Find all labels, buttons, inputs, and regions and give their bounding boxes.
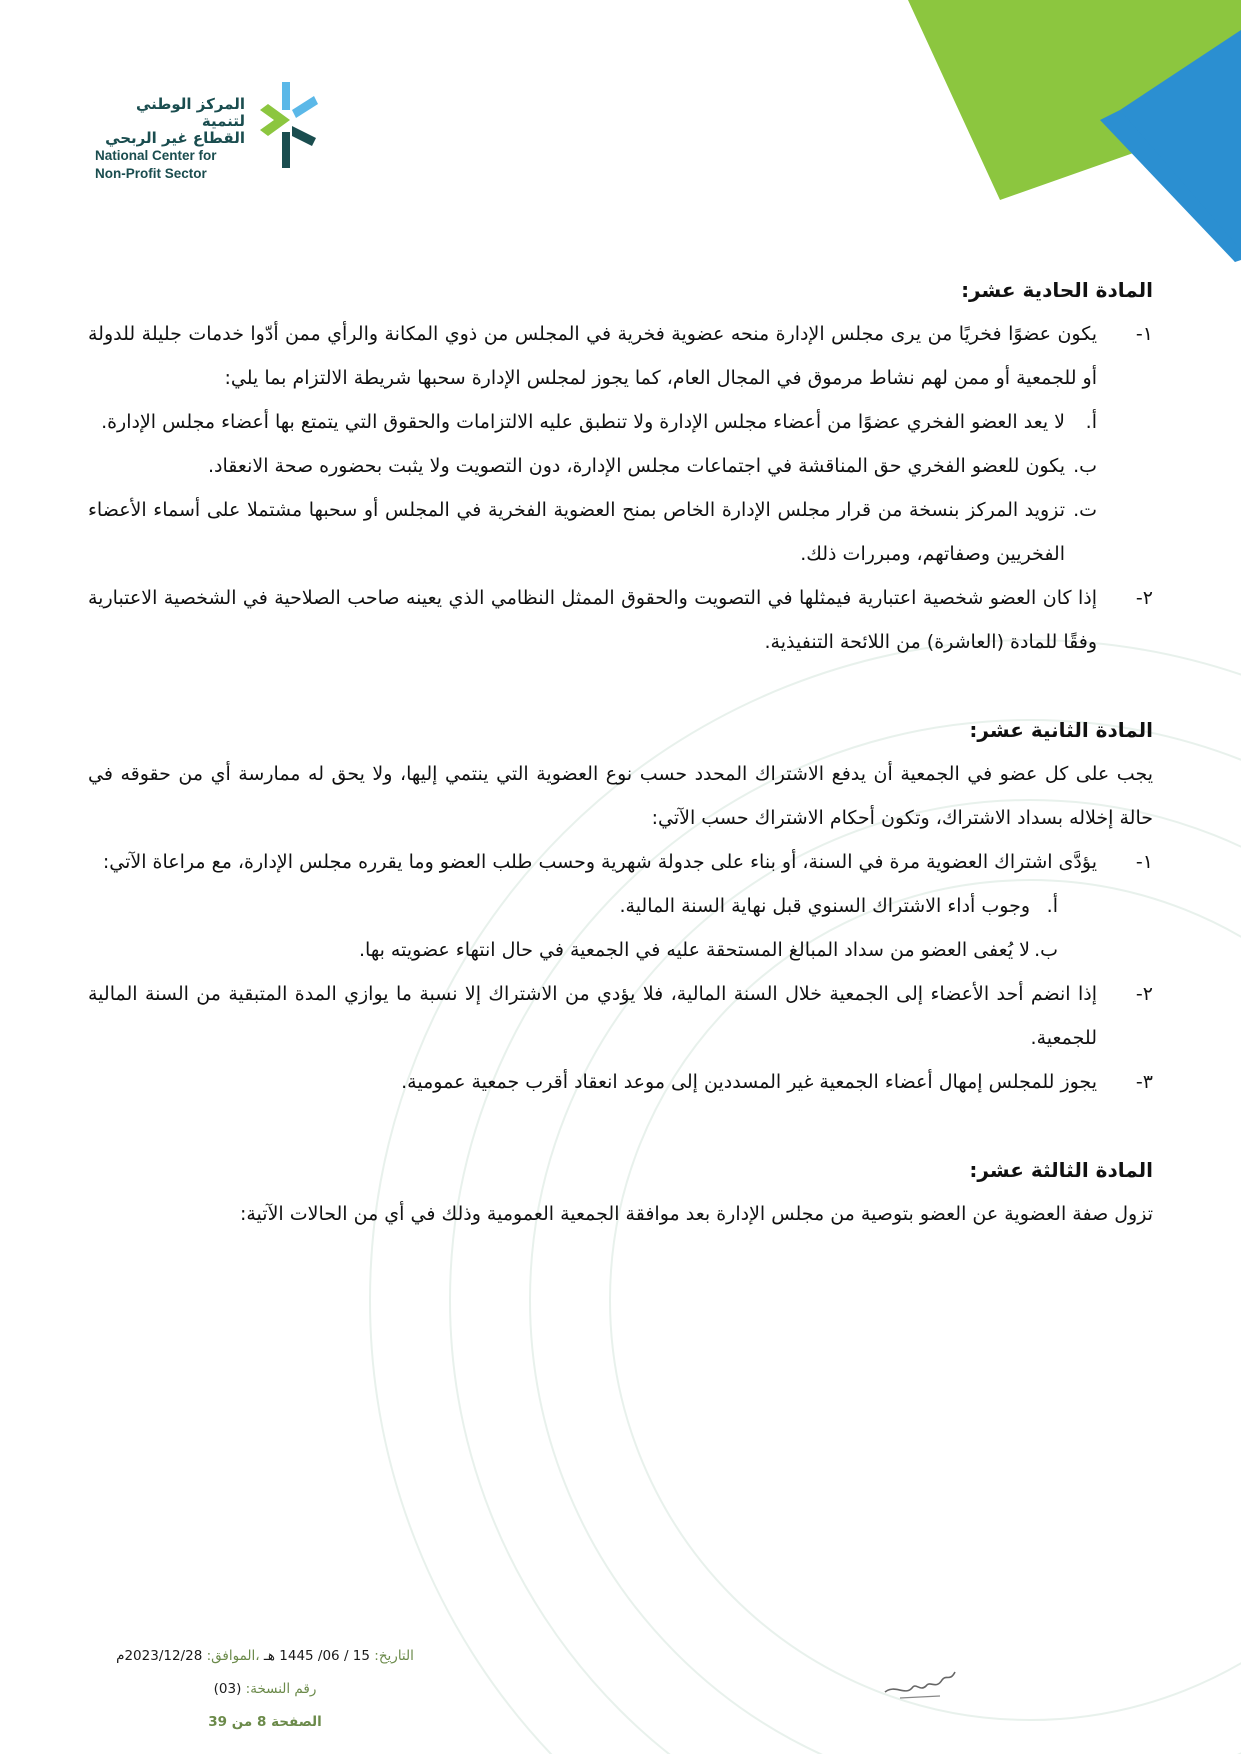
footer-version-line: [95, 1673, 435, 1706]
item-number: ت.: [1073, 499, 1097, 521]
blue-corner-shape-2: [1100, 110, 1241, 262]
item-number: أ.: [1085, 411, 1097, 433]
organization-logo: [95, 80, 335, 180]
list-item: [88, 840, 1153, 884]
logo-english-line1: National Center for: [95, 148, 217, 163]
version-label: رقم النسخة:: [245, 1681, 317, 1697]
footer-date-line: [95, 1640, 435, 1673]
item-text: إذا انضم أحد الأعضاء إلى الجمعية خلال السنة المالية، فلا يؤدي من الاشتراك إلا نسبة ما يوازي المدة المتبقية من السنة المالية للجمعية.: [88, 983, 1097, 1049]
item-number: ٢-: [1135, 587, 1153, 609]
item-number: أ.: [1046, 895, 1058, 917]
document-body: [88, 268, 1153, 1236]
page-footer: [95, 1640, 435, 1739]
item-text: يجوز للمجلس إمهال أعضاء الجمعية غير المسددين إلى موعد انعقاد أقرب جمعية عمومية.: [401, 1071, 1097, 1093]
article-11-heading: المادة الحادية عشر:: [961, 278, 1153, 302]
agreement-label: ،الموافق:: [206, 1648, 260, 1664]
item-text: وجوب أداء الاشتراك السنوي قبل نهاية السنة المالية.: [619, 895, 1030, 917]
list-item: [88, 488, 1153, 576]
date-label: التاريخ:: [374, 1648, 414, 1664]
logo-arabic-line1: المركز الوطني لتنمية: [135, 95, 245, 130]
blue-corner-shape: [1120, 30, 1241, 262]
item-text: إذا كان العضو شخصية اعتبارية فيمثلها في التصويت والحقوق الممثل النظامي الذي يعينه صاحب الصلاحية في الشخصية الاعتبارية وفقًا للمادة (العاشرة) من اللائحة التنفيذية.: [88, 587, 1097, 653]
item-text: لا يعد العضو الفخري عضوًا من أعضاء مجلس الإدارة ولا تنطبق عليه الالتزامات والحقوق التي يتمتع بها أعضاء مجلس الإدارة.: [101, 411, 1065, 433]
article-13-heading: المادة الثالثة عشر:: [969, 1158, 1153, 1182]
list-item: [88, 400, 1153, 444]
logo-english-line2: Non-Profit Sector: [95, 166, 207, 181]
item-text: يكون عضوًا فخريًا من يرى مجلس الإدارة منحه عضوية فخرية في المجلس من ذوي المكانة والرأي ممن أدّوا خدمات جليلة للدولة أو للجمعية أو ممن لهم نشاط مرموق في المجال العام، كما يجوز لمجلس الإدارة سحبها شريطة الالتزام بما يلي:: [88, 323, 1097, 389]
item-text: يكون للعضو الفخري حق المناقشة في اجتماعات مجلس الإدارة، دون التصويت ولا يثبت بحضوره صحة الانعقاد.: [208, 455, 1065, 477]
version-value: (03): [213, 1681, 242, 1697]
list-item: [88, 1060, 1153, 1104]
item-text: لا يُعفى العضو من سداد المبالغ المستحقة عليه في الجمعية في حال انتهاء عضويته بها.: [359, 939, 1030, 961]
item-number: ١-: [1135, 851, 1153, 873]
list-item: [88, 928, 1153, 972]
article-12-intro: يجب على كل عضو في الجمعية أن يدفع الاشتراك المحدد حسب نوع العضوية التي ينتمي إليها، ولا يحق له ممارسة أي من حقوقه في حالة إخلاله بسداد الاشتراك، وتكون أحكام الاشتراك حسب الآتي:: [88, 763, 1153, 829]
logo-text: [95, 96, 245, 183]
item-number: ١-: [1135, 323, 1153, 345]
list-item: [88, 576, 1153, 664]
date-hijri: 15 / 06/ 1445 هـ: [263, 1648, 370, 1664]
list-item: [88, 884, 1153, 928]
article-13-intro: تزول صفة العضوية عن العضو بتوصية من مجلس الإدارة بعد موافقة الجمعية العمومية وذلك في أي من الحالات الآتية:: [239, 1203, 1153, 1225]
item-text: يؤدَّى اشتراك العضوية مرة في السنة، أو بناء على جدولة شهرية وحسب طلب العضو وما يقرره مجلس الإدارة، مع مراعاة الآتي:: [102, 851, 1097, 873]
item-number: ٣-: [1135, 1071, 1153, 1093]
list-item: [88, 312, 1153, 400]
logo-mark-icon: [248, 80, 328, 180]
green-corner-shape: [908, 0, 1241, 200]
list-item: [88, 444, 1153, 488]
article-12-heading: المادة الثانية عشر:: [969, 718, 1153, 742]
page-number: الصفحة 8 من 39: [208, 1714, 322, 1730]
list-item: [88, 972, 1153, 1060]
item-number: ب.: [1034, 939, 1058, 961]
signature-mark: [880, 1662, 960, 1702]
date-gregorian: 2023/12/28م: [116, 1648, 203, 1664]
item-number: ٢-: [1135, 983, 1153, 1005]
logo-arabic-line2: القطاع غير الربحي: [105, 129, 245, 147]
item-text: تزويد المركز بنسخة من قرار مجلس الإدارة الخاص بمنح العضوية الفخرية في المجلس أو سحبها مشتملا على أسماء الأعضاء الفخريين وصفاتهم، ومبررات ذلك.: [88, 499, 1065, 565]
item-number: ب.: [1073, 455, 1097, 477]
